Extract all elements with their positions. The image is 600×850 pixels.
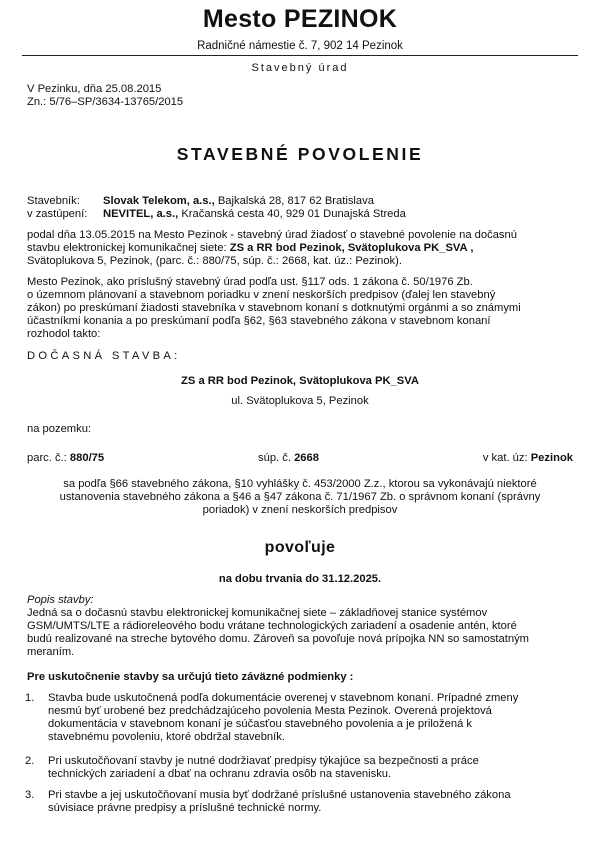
reference-number: Zn.: 5/76–SP/3634-13765/2015 xyxy=(27,96,184,108)
application-line xyxy=(27,242,575,255)
condition-line: stavebnému povoleniu, ktoré obdržal stavebník. xyxy=(48,731,285,743)
application-line-text: stavbu elektronickej komunikačnej siete: xyxy=(27,242,230,254)
structure-address: ul. Svätoplukova 5, Pezinok xyxy=(231,395,369,407)
conditions-heading: Pre uskutočnenie stavby sa určujú tieto záväzné podmienky : xyxy=(27,671,354,683)
office-name: Stavebný úrad xyxy=(251,62,349,74)
builder-name: Slovak Telekom, a.s., xyxy=(103,195,215,207)
place-date: V Pezinku, dňa 25.08.2015 xyxy=(27,83,162,95)
proxy-name: NEVITEL, a.s., xyxy=(103,208,179,220)
structure-name-inline: ZS a RR bod Pezinok, Svätoplukova PK_SVA , xyxy=(229,242,474,254)
condition-line: Stavba bude uskutočnená podľa dokumentácie overenej v stavebnom konaní. Prípadné zmeny xyxy=(48,692,519,704)
authority-line: Mesto Pezinok, ako príslušný stavebný úrad podľa ust. §117 ods. 1 zákona č. 50/1976 Zb. xyxy=(27,276,473,288)
condition-line: dokumentácia v stavebnom konaní je súčasťou stavebného povolenia a je priložená k xyxy=(48,718,472,730)
proxy-value xyxy=(103,208,406,221)
structure-type-label: DOČASNÁ STAVBA: xyxy=(27,350,181,362)
description-line: meraním. xyxy=(27,646,75,658)
document-title: STAVEBNÉ POVOLENIE xyxy=(176,144,424,164)
condition-line: Pri uskutočňovaní stavby je nutné dodržiavať predpisy týkajúce sa bezpečnosti a práce xyxy=(48,755,479,767)
legal-basis-line: poriadok) v znení neskorších predpisov xyxy=(202,504,398,516)
legal-basis-line: ustanovenia stavebného zákona a §46 a §47 zákona č. 71/1967 Zb. o správnom konaní (správny xyxy=(59,491,541,503)
description-label: Popis stavby: xyxy=(27,594,94,606)
builder-address: Bajkalská 28, 817 62 Bratislava xyxy=(214,195,374,207)
header-divider xyxy=(22,55,578,56)
application-line: podal dňa 13.05.2015 na Mesto Pezinok - stavebný úrad žiadosť o stavebné povolenie na dočasnú xyxy=(27,229,517,241)
parcel-label: parc. č.: xyxy=(27,452,67,464)
registry-value: 2668 xyxy=(294,452,319,464)
parcel-value: 880/75 xyxy=(69,452,105,464)
cadastral-value: Pezinok xyxy=(530,452,573,464)
structure-name: ZS a RR bod Pezinok, Svätoplukova PK_SVA xyxy=(181,375,419,387)
builder-value xyxy=(103,195,374,208)
description-line: budú realizované na streche bytového domu. Zároveň sa povoľuje nová prípojka NN so samostatným xyxy=(27,633,530,645)
condition-number: 3. xyxy=(25,789,35,801)
authority-line: účastníkmi konania a po preskúmaní podľa §62, §63 stavebného zákona v stavebnom konaní xyxy=(27,315,491,327)
registry-label: súp. č. xyxy=(258,452,291,464)
authority-line: zákon) po preskúmaní žiadosti stavebníka v stavebnom konaní s dotknutými orgánmi a so známymi xyxy=(27,302,521,314)
proxy-address: Kračanská cesta 40, 929 01 Dunajská Streda xyxy=(178,208,406,220)
description-line: GSM/UMTS/LTE a rádioreleového bodu vrátane technologických zariadení a osadenie antén, ktoré xyxy=(27,620,517,632)
condition-line: nesmú byť urobené bez predchádzajúceho povolenia Mesta Pezinok. Overená projektová xyxy=(48,705,492,717)
cadastral-area xyxy=(483,452,573,465)
permit-duration: na dobu trvania do 31.12.2025. xyxy=(218,573,382,585)
builder-label: Stavebník: xyxy=(27,195,80,207)
application-line: Svätoplukova 5, Pezinok, (parc. č.: 880/75, súp. č.: 2668, kat. úz.: Pezinok). xyxy=(27,255,402,267)
land-label: na pozemku: xyxy=(27,423,92,435)
condition-number: 1. xyxy=(25,692,35,704)
decision-verb: povoľuje xyxy=(264,539,336,556)
description-line: Jedná sa o dočasnú stavbu elektronickej komunikačnej siete – základňovej stanice systémov xyxy=(27,607,488,619)
municipality-address: Radničné námestie č. 7, 902 14 Pezinok xyxy=(197,40,403,52)
condition-number: 2. xyxy=(25,755,35,767)
legal-basis-line: sa podľa §66 stavebného zákona, §10 vyhlášky č. 453/2000 Z.z., ktorou sa vykonávajú niektoré xyxy=(63,478,537,490)
condition-line: technických zariadení a dbať na ochranu zdravia osôb na stavenisku. xyxy=(48,768,392,780)
condition-line: súvisiace právne predpisy a príslušné technické normy. xyxy=(48,802,322,814)
registry-number xyxy=(258,452,319,465)
municipality-title: Mesto PEZINOK xyxy=(202,5,398,33)
parcel-number xyxy=(27,452,104,465)
proxy-label: v zastúpení: xyxy=(27,208,88,220)
condition-line: Pri stavbe a jej uskutočňovaní musia byť dodržané príslušné ustanovenia stavebného zákona xyxy=(48,789,511,801)
authority-line: o územnom plánovaní a stavebnom poriadku v znení neskorších predpisov (ďalej len stavebný xyxy=(27,289,496,301)
authority-line: rozhodol takto: xyxy=(27,328,101,340)
cadastral-label: v kat. úz: xyxy=(482,452,528,464)
